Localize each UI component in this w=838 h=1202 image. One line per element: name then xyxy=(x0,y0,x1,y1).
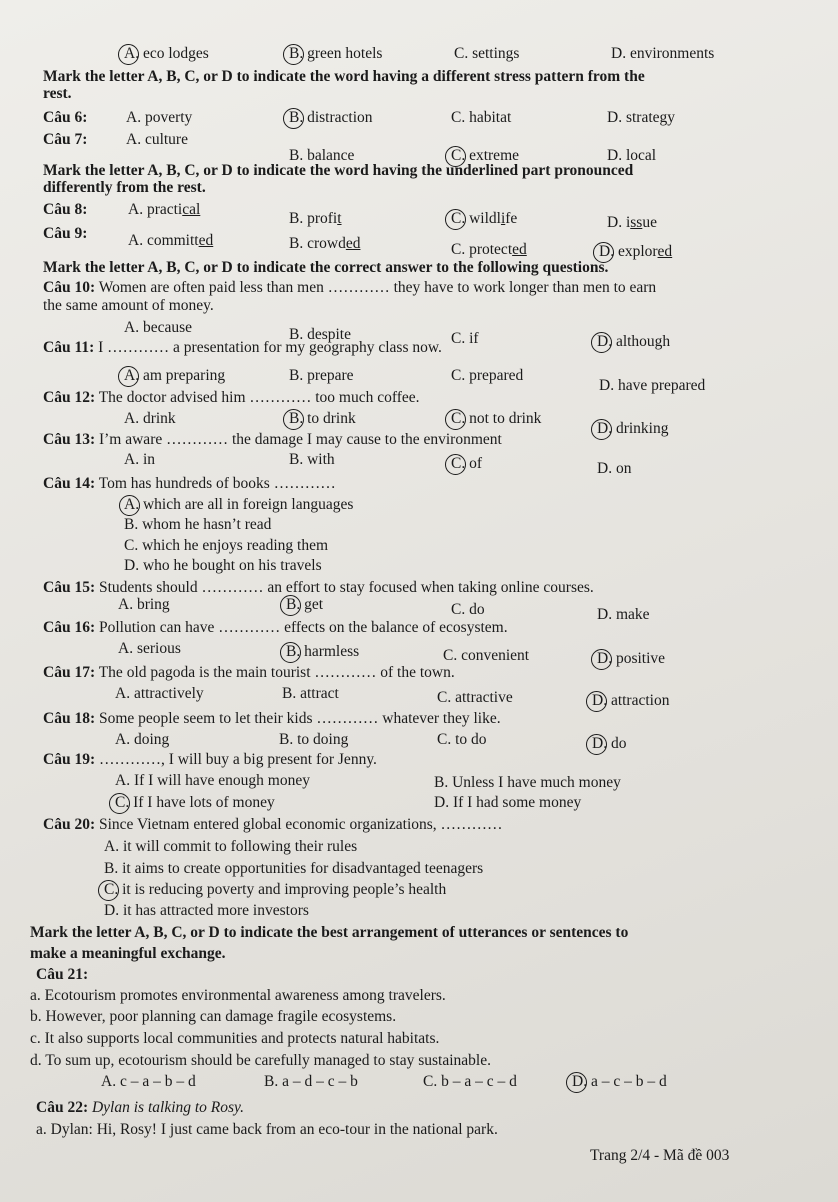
answer-circle xyxy=(98,880,119,901)
question-22: Câu 22: Dylan is talking to Rosy. xyxy=(36,1099,244,1116)
option-c[interactable]: C. prepared xyxy=(451,367,524,384)
option-b[interactable]: B. distraction xyxy=(289,109,373,127)
answer-circle xyxy=(283,409,304,430)
option-c[interactable]: C. settings xyxy=(454,45,520,62)
option-d[interactable]: D. have prepared xyxy=(599,377,706,394)
option-a[interactable]: A. doing xyxy=(115,731,170,748)
option-d[interactable]: D. drinking xyxy=(597,420,668,438)
answer-circle xyxy=(591,332,612,353)
pron-instruction-line1: Mark the letter A, B, C, or D to indicate the word having the underlined part pronounced xyxy=(43,162,634,179)
option-b[interactable]: B. attract xyxy=(282,685,339,702)
option-c[interactable]: C. wildlife xyxy=(451,210,517,228)
answer-circle xyxy=(591,649,612,670)
option-c[interactable]: C. which he enjoys reading them xyxy=(124,537,329,554)
option-a[interactable]: A. am preparing xyxy=(124,367,225,385)
option-a[interactable]: A. committed xyxy=(128,232,214,249)
option-d[interactable]: D. issue xyxy=(607,214,657,231)
answer-circle xyxy=(283,44,304,65)
option-b[interactable]: B. to doing xyxy=(279,731,349,748)
option-b[interactable]: B. prepare xyxy=(289,367,354,384)
option-c[interactable]: C. convenient xyxy=(443,647,530,664)
option-a[interactable]: A. which are all in foreign languages xyxy=(124,496,353,514)
question-11: Câu 11: I ………… a presentation for my geography class now. xyxy=(43,339,442,356)
option-d[interactable]: D. make xyxy=(597,606,650,623)
question-19: Câu 19: …………, I will buy a big present for Jenny. xyxy=(43,751,377,768)
option-c[interactable]: C. habitat xyxy=(451,109,512,126)
option-b[interactable]: B. profit xyxy=(289,210,342,227)
answer-circle xyxy=(445,209,466,230)
option-b[interactable]: B. Unless I have much money xyxy=(434,774,621,791)
answer-circle xyxy=(109,793,130,814)
option-c[interactable]: C. If I have lots of money xyxy=(115,794,275,812)
answer-circle xyxy=(283,108,304,129)
pron-instruction-line2: differently from the rest. xyxy=(43,179,206,196)
option-a[interactable]: A. culture xyxy=(126,131,188,148)
option-d[interactable]: D. although xyxy=(597,333,670,351)
option-d[interactable]: D. it has attracted more investors xyxy=(104,902,309,919)
option-c[interactable]: C. extreme xyxy=(451,147,519,165)
answer-circle xyxy=(280,642,301,663)
option-a[interactable]: A. practical xyxy=(128,201,201,218)
option-c[interactable]: C. to do xyxy=(437,731,487,748)
question-21-label: Câu 21: xyxy=(36,966,89,983)
correct-answer-instruction: Mark the letter A, B, C, or D to indicate the correct answer to the following questions. xyxy=(43,259,609,276)
option-d[interactable]: D. positive xyxy=(597,650,665,668)
question-13: Câu 13: I’m aware ………… the damage I may cause to the environment xyxy=(43,431,502,448)
question-10-line2: the same amount of money. xyxy=(43,297,214,314)
question-17: Câu 17: The old pagoda is the main tourist ………… of the town. xyxy=(43,664,455,681)
question-20: Câu 20: Since Vietnam entered global economic organizations, ………… xyxy=(43,816,503,833)
option-c[interactable]: C. of xyxy=(451,455,482,473)
question-15: Câu 15: Students should ………… an effort to stay focused when taking online courses. xyxy=(43,579,594,596)
arrange-instruction-line2: make a meaningful exchange. xyxy=(30,945,226,962)
question-label: Câu 7: xyxy=(43,131,88,148)
option-c[interactable]: C. protected xyxy=(451,241,527,258)
answer-circle xyxy=(445,454,466,475)
sentence-a: a. Ecotourism promotes environmental awareness among travelers. xyxy=(30,987,446,1004)
option-b[interactable]: B. it aims to create opportunities for disadvantaged teenagers xyxy=(104,860,484,877)
page-footer: Trang 2/4 - Mã đề 003 xyxy=(590,1147,730,1164)
answer-circle xyxy=(280,595,301,616)
question-label: Câu 9: xyxy=(43,225,88,242)
option-a[interactable]: A. poverty xyxy=(126,109,193,126)
sentence-b: b. However, poor planning can damage fragile ecosystems. xyxy=(30,1008,397,1025)
option-a[interactable]: A. If I will have enough money xyxy=(115,772,310,789)
question-14: Câu 14: Tom has hundreds of books ………… xyxy=(43,475,336,492)
option-d[interactable]: D. environments xyxy=(611,45,715,62)
answer-circle xyxy=(119,495,140,516)
question-12: Câu 12: The doctor advised him ………… too much coffee. xyxy=(43,389,420,406)
option-d[interactable]: D. explored xyxy=(599,243,672,261)
option-d[interactable]: D. on xyxy=(597,460,632,477)
option-c[interactable]: C. b – a – c – d xyxy=(423,1073,517,1090)
option-b[interactable]: B. get xyxy=(286,596,323,614)
question-18: Câu 18: Some people seem to let their kids ………… whatever they like. xyxy=(43,710,501,727)
question-16: Câu 16: Pollution can have ………… effects on the balance of ecosystem. xyxy=(43,619,508,636)
option-a[interactable]: A. it will commit to following their rules xyxy=(104,838,358,855)
option-a[interactable]: A. serious xyxy=(118,640,181,657)
answer-circle xyxy=(586,734,607,755)
stress-instruction-line1: Mark the letter A, B, C, or D to indicate the word having a different stress pattern from the xyxy=(43,68,645,85)
option-a[interactable]: A. because xyxy=(124,319,192,336)
question-label: Câu 6: xyxy=(43,109,88,126)
stress-instruction-line2: rest. xyxy=(43,85,72,102)
option-b[interactable]: B. harmless xyxy=(286,643,359,661)
option-b[interactable]: B. a – d – c – b xyxy=(264,1073,358,1090)
option-a[interactable]: A. attractively xyxy=(115,685,204,702)
arrange-instruction-line1: Mark the letter A, B, C, or D to indicate the best arrangement of utterances or sentences to xyxy=(30,924,629,941)
option-b[interactable]: B. balance xyxy=(289,147,355,164)
option-c[interactable]: C. do xyxy=(451,601,485,618)
option-a[interactable]: A. drink xyxy=(124,410,176,427)
option-b[interactable]: B. green hotels xyxy=(289,45,382,63)
question-10-line1: Câu 10: Women are often paid less than men ………… they have to work longer than men to earn xyxy=(43,279,657,296)
option-a[interactable]: A. in xyxy=(124,451,155,468)
option-d[interactable]: D. a – c – b – d xyxy=(572,1073,667,1091)
option-c[interactable]: C. not to drink xyxy=(451,410,541,428)
sentence-d: d. To sum up, ecotourism should be carefully managed to stay sustainable. xyxy=(30,1052,491,1069)
option-d[interactable]: D. who he bought on his travels xyxy=(124,557,322,574)
option-b[interactable]: B. despite xyxy=(289,326,351,343)
option-c[interactable]: C. attractive xyxy=(437,689,513,706)
option-a[interactable]: A. bring xyxy=(118,596,170,613)
answer-circle xyxy=(118,366,139,387)
option-d[interactable]: D. do xyxy=(592,735,626,753)
option-d[interactable]: D. local xyxy=(607,147,657,164)
answer-circle xyxy=(591,419,612,440)
option-d[interactable]: D. If I had some money xyxy=(434,794,582,811)
option-a[interactable]: A. eco lodges xyxy=(124,45,209,63)
answer-circle xyxy=(445,409,466,430)
option-d[interactable]: D. attraction xyxy=(592,692,669,710)
answer-circle xyxy=(566,1072,587,1093)
sentence-c: c. It also supports local communities and protects natural habitats. xyxy=(30,1030,440,1047)
answer-circle xyxy=(586,691,607,712)
answer-circle xyxy=(118,44,139,65)
option-c[interactable]: C. it is reducing poverty and improving people’s health xyxy=(104,881,446,899)
option-b[interactable]: B. to drink xyxy=(289,410,356,428)
question-label: Câu 8: xyxy=(43,201,88,218)
dialogue-line-a: a. Dylan: Hi, Rosy! I just came back from an eco-tour in the national park. xyxy=(36,1121,498,1138)
option-d[interactable]: D. strategy xyxy=(607,109,676,126)
option-b[interactable]: B. whom he hasn’t read xyxy=(124,516,272,533)
option-a[interactable]: A. c – a – b – d xyxy=(101,1073,196,1090)
option-b[interactable]: B. crowded xyxy=(289,235,361,252)
option-c[interactable]: C. if xyxy=(451,330,479,347)
option-b[interactable]: B. with xyxy=(289,451,335,468)
